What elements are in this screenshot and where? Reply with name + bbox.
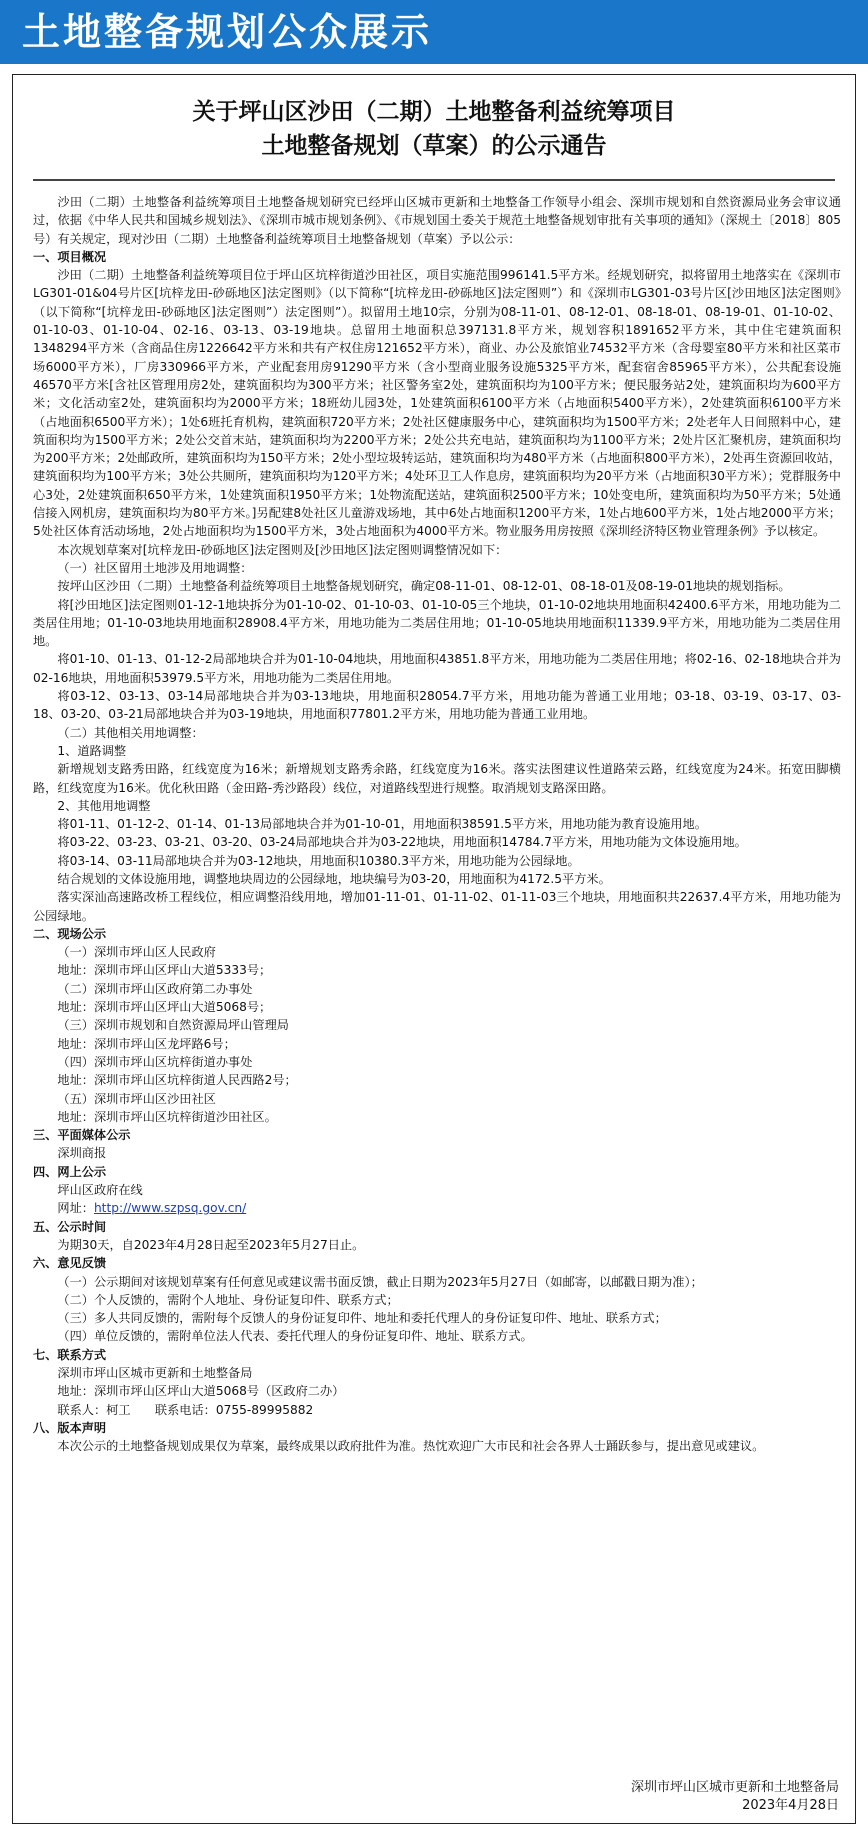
body-paragraph: 为期30天，自2023年4月28日起至2023年5月27日止。 <box>57 1237 365 1252</box>
footer-date: 2023年4月28日 <box>742 1798 839 1813</box>
body-paragraph: 本次公示的土地整备规划成果仅为草案，最终成果以政府批件为准。热忱欢迎广大市民和社会各界人士踊跃参与，提出意见或建议。 <box>57 1439 765 1454</box>
notice-body <box>13 181 855 1455</box>
section-heading: 三、平面媒体公示 <box>33 1128 131 1143</box>
body-paragraph: 将03-22、03-23、03-21、03-20、03-24局部地块合并为03-22地块，用地面积14784.7平方米，用地功能为文体设施用地。 <box>57 835 747 850</box>
banner-title: 土地整备规划公众展示 <box>0 0 868 64</box>
body-paragraph: 落实深汕高速路改桥工程线位，相应调整沿线用地，增加01-11-01、01-11-02、01-11-03三个地块，用地面积共22637.4平方米，用地功能为公园绿地。 <box>33 890 841 923</box>
body-paragraph: （一）社区留用土地涉及用地调整： <box>57 560 253 575</box>
body-paragraph: 深圳商报 <box>57 1146 107 1161</box>
body-paragraph: 本次规划草案对[坑梓龙田-砂砾地区]法定图则及[沙田地区]法定图则调整情况如下： <box>57 542 508 557</box>
body-paragraph: 将01-11、01-12-2、01-14、01-13局部地块合并为01-10-01，用地面积38591.5平方米，用地功能为教育设施用地。 <box>57 817 707 832</box>
body-paragraph: （一）公示期间对该规划草案有任何意见或建议需书面反馈，截止日期为2023年5月27日（如邮寄，以邮戳日期为准）； <box>57 1274 703 1289</box>
body-paragraph: 地址：深圳市坪山区坪山大道5333号； <box>57 963 272 978</box>
body-paragraph: 深圳市坪山区城市更新和土地整备局 <box>57 1366 253 1380</box>
body-paragraph: 沙田（二期）土地整备利益统筹项目位于坪山区坑梓街道沙田社区，项目实施范围996141.5平方米。经规划研究，拟将留用土地落实在《深圳市LG301-01&04号片区[坑梓龙田-砂砾地区]法定图则》（以下简称“[坑梓龙田-砂砾地区]法定图则”）和《深圳市LG301-03号片区[沙田地区]法定图则》（以下简称“[坑梓龙田-砂砾地区]法定图则”）法定图则”）。拟留用土地10宗，分别为08-11-01、08-12-01、08-18-01、08-19-01、01-10-02、01-10-03、01-10-04、02-16、03-13、03-19地块。总留用土地面积总397131.8平方米，规划容积1891652平方米，其中住宅建筑面积1348294平方米（含商品住房1226642平方米和共有产权住房121652平方米），商业、办公及旅馆业74532平方米（含母婴室80平方米和社区菜市场6000平方米），厂房330966平方米，产业配套用房91290平方米（含小型商业服务设施5325平方米，配套宿舍85965平方米），公共配套设施46570平方米[含社区管理用房2处，建筑面积均为300平方米；社区警务室2处，建筑面积均为100平方米；便民服务站2处，建筑面积均为600平方米；文化活动室2处，建筑面积均为2000平方米；18班幼儿园3处，1处建筑面积6100平方米（占地面积5400平方米），2处建筑面积6100平方米（占地面积6500平方米）；1处6班托育机构，建筑面积720平方米；2处社区健康服务中心，建筑面积均为1500平方米；2处老年人日间照料中心，建筑面积均为1500平方米；2处公交首末站，建筑面积均为2200平方米；2处公共充电站，建筑面积均为1100平方米；2处片区汇聚机房，建筑面积均为200平方米；2处邮政所，建筑面积均为150平方米；2处小型垃圾转运站，建筑面积均为480平方米（占地面积800平方米），2处再生资源回收站，建筑面积均为100平方米；3处公共厕所，建筑面积均为120平方米；4处环卫工人作息房，建筑面积均为20平方米（占地面积30平方米）；党群服务中心3处，2处建筑面积650平方米，1处建筑面积1950平方米；1处物流配送站，建筑面积2500平方米；10处变电所，建筑面积均为50平方米；5处通信接入网机房，建筑面积均为80平方米。]另配建8处社区儿童游戏场地，其中6处占地面积1200平方米，1处占地600平方米，1处占地2000平方米；5处社区体育活动场地，2处占地面积均为1500平方米，3处占地面积为4000平方米。物业服务用房按照《深圳经济特区物业管理条例》予以核定。 <box>33 268 841 539</box>
section-heading: 五、公示时间 <box>33 1219 107 1234</box>
website-link[interactable]: http://www.szpsq.gov.cn/ <box>93 1201 247 1216</box>
body-paragraph: （二）其他相关用地调整： <box>57 725 204 740</box>
section-heading: 八、版本声明 <box>33 1420 107 1435</box>
section-heading: 七、联系方式 <box>33 1347 107 1362</box>
notice-frame <box>12 74 856 1824</box>
body-paragraph: （五）深圳市坪山区沙田社区 <box>57 1091 216 1106</box>
title-line-1: 关于坪山区沙田（二期）土地整备利益统筹项目 <box>192 99 676 125</box>
body-paragraph: （二）深圳市坪山区政府第二办事处 <box>57 981 253 996</box>
body-paragraph: 联系人：柯工 联系电话：0755-89995882 <box>57 1402 314 1417</box>
notice-title <box>13 95 855 163</box>
body-paragraph: 结合规划的文体设施用地，调整地块周边的公园绿地，地块编号为03-20，用地面积为4172.5平方米。 <box>57 871 611 886</box>
body-paragraph: （一）深圳市坪山区人民政府 <box>57 945 216 960</box>
body-paragraph: 将03-12、03-13、03-14局部地块合并为03-13地块，用地面积28054.7平方米，用地功能为普通工业用地；03-18、03-19、03-17、03-18、03-20、03-21局部地块合并为03-19地块，用地面积77801.2平方米，用地功能为普通工业用地。 <box>33 689 841 722</box>
body-paragraph: （三）深圳市规划和自然资源局坪山管理局 <box>57 1018 289 1033</box>
body-paragraph: 2、其他用地调整 <box>57 798 151 813</box>
body-paragraph: 1、道路调整 <box>57 743 127 758</box>
body-paragraph: 地址：深圳市坪山区坑梓街道沙田社区。 <box>57 1109 277 1124</box>
body-paragraph: 地址：深圳市坪山区坑梓街道人民西路2号； <box>57 1073 297 1088</box>
notice-footer <box>631 1779 839 1815</box>
body-paragraph: 将[沙田地区]法定图则01-12-1地块拆分为01-10-02、01-10-03、01-10-05三个地块，01-10-02地块用地面积42400.6平方米，用地功能为二类居住用地；01-10-03地块用地面积28908.4平方米，用地功能为二类居住用地；01-10-05地块用地面积11339.9平方米，用地功能为二类居住用地。 <box>33 597 841 649</box>
body-paragraph: 地址：深圳市坪山区坪山大道5068号（区政府二办） <box>57 1384 345 1399</box>
website-label: 网址： <box>57 1201 94 1216</box>
body-paragraph: 坪山区政府在线 <box>57 1183 143 1198</box>
body-paragraph: （四）深圳市坪山区坑梓街道办事处 <box>57 1054 253 1069</box>
section-heading: 六、意见反馈 <box>33 1256 107 1271</box>
body-paragraph: 地址：深圳市坪山区坪山大道5068号； <box>57 1000 272 1015</box>
footer-org: 深圳市坪山区城市更新和土地整备局 <box>630 1780 839 1795</box>
body-paragraph: 将03-14、03-11局部地块合并为03-12地块，用地面积10380.3平方米，用地功能为公园绿地。 <box>57 853 580 868</box>
section-heading: 二、现场公示 <box>33 926 107 941</box>
body-paragraph: 新增规划支路秀田路，红线宽度为16米；新增规划支路秀余路，红线宽度为16米。落实法图建议性道路荣云路，红线宽度为24米。拓宽田脚横路，红线宽度为16米。优化秋田路（金田路-秀沙路段）线位，对道路线型进行规整。取消规划支路深田路。 <box>33 762 841 795</box>
body-paragraph: （三）多人共同反馈的，需附每个反馈人的身份证复印件、地址和委托代理人的身份证复印件、地址、联系方式； <box>57 1311 667 1326</box>
body-part-1 <box>33 193 841 1199</box>
body-paragraph: 按坪山区沙田（二期）土地整备利益统筹项目土地整备规划研究，确定08-11-01、08-12-01、08-18-01及08-19-01地块的规划指标。 <box>57 579 791 594</box>
body-paragraph: （二）个人反馈的，需附个人地址、身份证复印件、联系方式； <box>57 1292 399 1307</box>
section-heading: 四、网上公示 <box>33 1164 107 1179</box>
body-paragraph: （四）单位反馈的，需附单位法人代表、委托代理人的身份证复印件、地址、联系方式。 <box>57 1329 533 1344</box>
body-part-2 <box>33 1218 841 1456</box>
body-paragraph: 地址：深圳市坪山区龙坪路6号； <box>57 1036 236 1051</box>
website-line <box>33 1199 841 1217</box>
section-heading: 一、项目概况 <box>33 249 107 264</box>
body-paragraph: 将01-10、01-13、01-12-2局部地块合并为01-10-04地块，用地面积43851.8平方米，用地功能为二类居住用地；将02-16、02-18地块合并为02-16地块，用地面积53979.5平方米，用地功能为二类居住用地。 <box>33 652 841 685</box>
body-paragraph: 沙田（二期）土地整备利益统筹项目土地整备规划研究已经坪山区城市更新和土地整备工作领导小组会、深圳市规划和自然资源局业务会审议通过，依据《中华人民共和国城乡规划法》、《深圳市城市规划条例》、《市规划国土委关于规范土地整备规划审批有关事项的通知》（深规土〔2018〕805号）有关规定，现对沙田（二期）土地整备利益统筹项目土地整备规划（草案）予以公示： <box>33 195 841 246</box>
title-line-2: 土地整备规划（草案）的公示通告 <box>261 133 607 159</box>
